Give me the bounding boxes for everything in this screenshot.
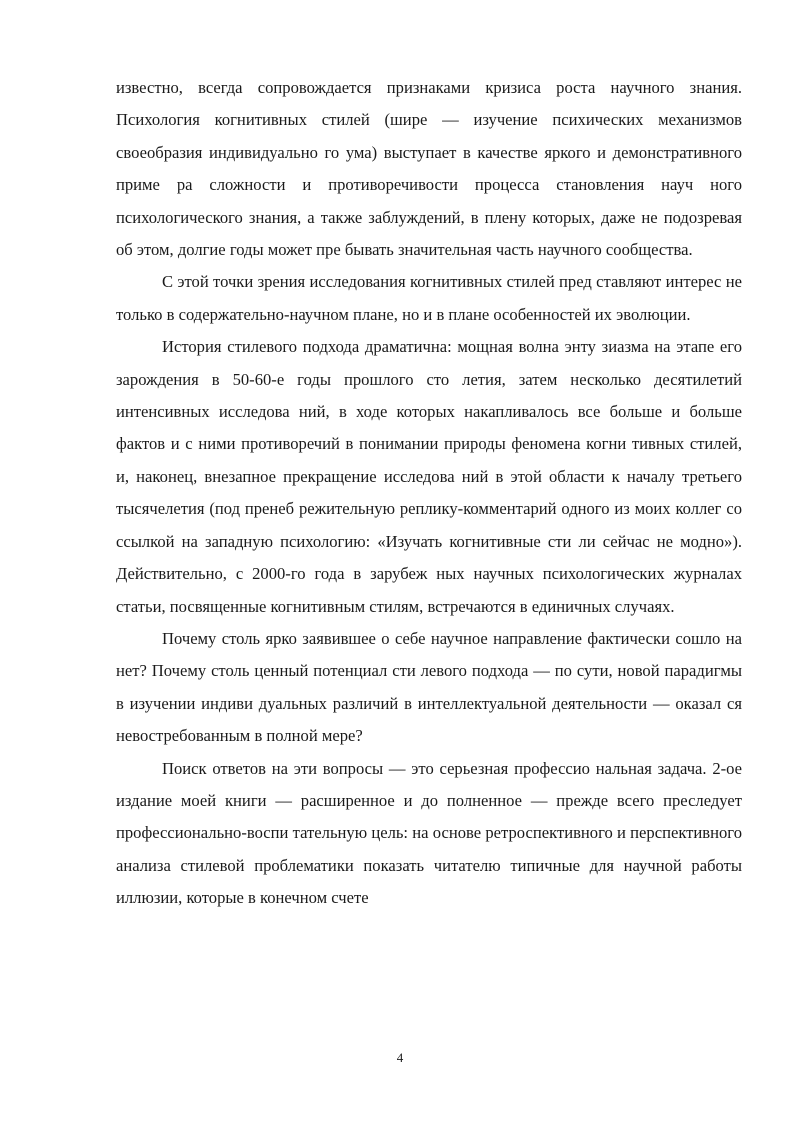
paragraph: Поиск ответов на эти вопросы — это серьезная профессио нальная задача. 2-ое издание моей книги — расширенное и до полненное — прежде всего преследует профессионально-воспи тательную цель: на основе ретроспективного и перспективного анализа стилевой проблематики показать читателю типичные для научной работы иллюзии, которые в конечном счете xyxy=(116,758,742,908)
page-number: 4 xyxy=(396,1050,404,1065)
body-text xyxy=(116,72,742,915)
paragraph: Почему столь ярко заявившее о себе научное направление фактически сошло на нет? Почему столь ценный потенциал сти левого подхода — по сути, новой парадигмы в изучении индиви дуальных различий в интеллектуальной деятельности — оказал ся невостребованным в полной мере? xyxy=(116,628,742,746)
paragraph-continued: известно, всегда сопровождается признаками кризиса роста научного знания. Психология когнитивных стилей (шире — изучение психических механизмов своеобразия индивидуально го ума) выступает в качестве яркого и демонстративного приме ра сложности и противоречивости процесса становления науч ного психологического знания, а также заблуждений, в плену которых, даже не подозревая об этом, долгие годы может пре бывать значительная часть научного сообщества. xyxy=(116,78,742,260)
paragraph: С этой точки зрения исследования когнитивных стилей пред ставляют интерес не только в содержательно-научном плане, но и в плане особенностей их эволюции. xyxy=(116,272,742,324)
paragraph: История стилевого подхода драматична: мощная волна энту зиазма на этапе его зарождения в 50-60-е годы прошлого сто летия, затем несколько десятилетий интенсивных исследова ний, в ходе которых накапливалось все больше и больше фактов и с ними противоречий в понимании природы феномена когни тивных стилей, и, наконец, внезапное прекращение исследова ний в этой области к началу третьего тысячелетия (под пренеб режительную реплику-комментарий одного из моих коллег со ссылкой на западную психологию: «Изучать когнитивные сти ли сейчас не модно»). Действительно, с 2000-го года в зарубеж ных научных психологических журналах статьи, посвященные когнитивным стилям, встречаются в единичных случаях. xyxy=(116,337,742,616)
